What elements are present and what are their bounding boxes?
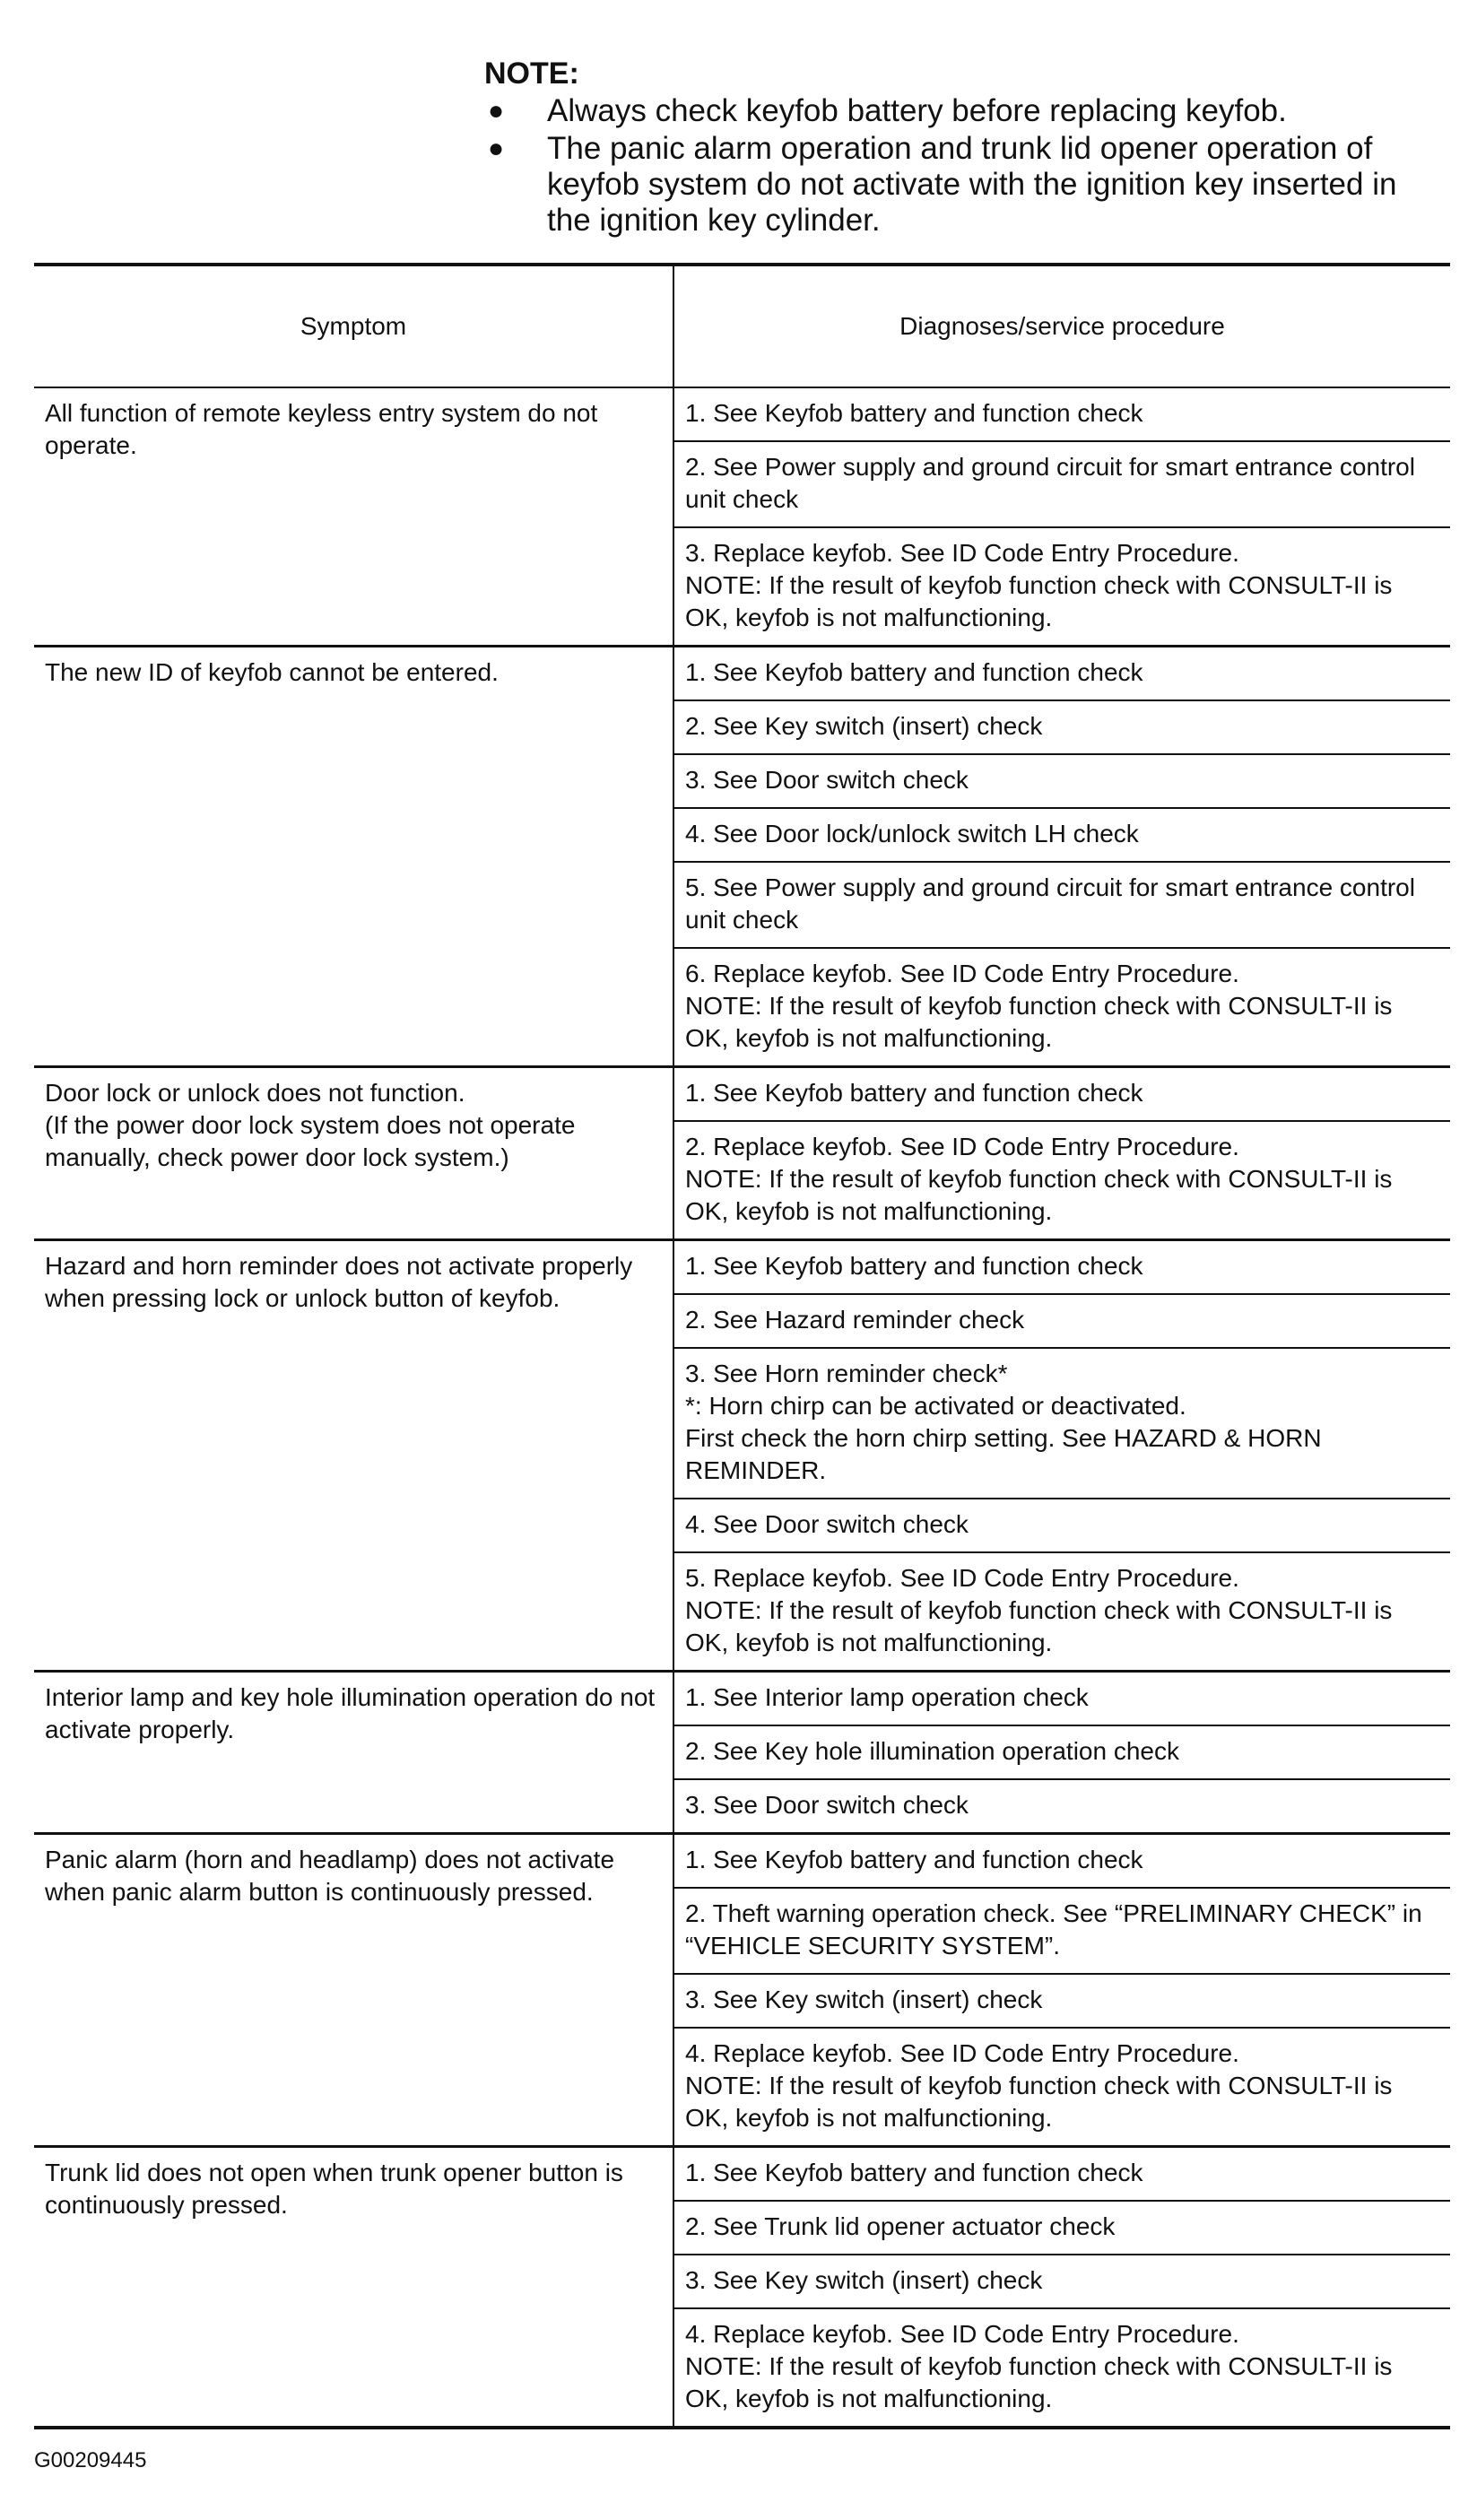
symptom-cell: Panic alarm (horn and headlamp) does not activate when panic alarm button is continuously pressed. bbox=[34, 1834, 673, 2147]
procedure-cell: 2. See Key switch (insert) check bbox=[673, 700, 1450, 754]
note-item bbox=[484, 131, 1448, 239]
procedure-cell: 2. Theft warning operation check. See “PRELIMINARY CHECK” in “VEHICLE SECURITY SYSTEM”. bbox=[673, 1888, 1450, 1974]
diagnosis-table bbox=[34, 263, 1450, 2429]
table-row bbox=[34, 1067, 1450, 1122]
symptom-cell: Door lock or unlock does not function. (If the power door lock system does not operate manually, check power door lock system.) bbox=[34, 1067, 673, 1240]
procedure-cell: 1. See Keyfob battery and function check bbox=[673, 647, 1450, 701]
procedure-cell: 3. See Horn reminder check* *: Horn chirp can be activated or deactivated. First check the horn chirp setting. See HAZARD & HORN REMINDER. bbox=[673, 1348, 1450, 1499]
procedure-cell: 1. See Keyfob battery and function check bbox=[673, 1834, 1450, 1889]
procedure-cell: 1. See Keyfob battery and function check bbox=[673, 2147, 1450, 2202]
procedure-cell: 1. See Keyfob battery and function check bbox=[673, 1240, 1450, 1295]
procedure-cell: 2. See Key hole illumination operation check bbox=[673, 1725, 1450, 1779]
procedure-cell: 1. See Keyfob battery and function check bbox=[673, 1067, 1450, 1122]
note-item-text: Always check keyfob battery before replacing keyfob. bbox=[547, 93, 1287, 128]
symptom-cell: Hazard and horn reminder does not activate properly when pressing lock or unlock button of keyfob. bbox=[34, 1240, 673, 1672]
bullet-icon: ● bbox=[488, 96, 505, 126]
figure-code: G00209445 bbox=[34, 2448, 147, 2472]
note-item bbox=[484, 93, 1448, 129]
procedure-cell: 2. Replace keyfob. See ID Code Entry Procedure. NOTE: If the result of keyfob function check with CONSULT-II is OK, keyfob is not malfunctioning. bbox=[673, 1121, 1450, 1240]
symptom-cell: Interior lamp and key hole illumination operation do not activate properly. bbox=[34, 1672, 673, 1834]
note-list bbox=[484, 93, 1448, 239]
symptom-cell: All function of remote keyless entry system do not operate. bbox=[34, 387, 673, 647]
symptom-cell: Trunk lid does not open when trunk opener button is continuously pressed. bbox=[34, 2147, 673, 2429]
symptom-header: Symptom bbox=[34, 265, 673, 387]
procedure-cell: 1. See Keyfob battery and function check bbox=[673, 387, 1450, 441]
procedure-cell: 2. See Trunk lid opener actuator check bbox=[673, 2201, 1450, 2255]
table-body bbox=[34, 387, 1450, 2428]
symptom-cell: The new ID of keyfob cannot be entered. bbox=[34, 647, 673, 1067]
procedure-cell: 3. See Key switch (insert) check bbox=[673, 1974, 1450, 2028]
procedure-cell: 5. Replace keyfob. See ID Code Entry Procedure. NOTE: If the result of keyfob function check with CONSULT-II is OK, keyfob is not malfunctioning. bbox=[673, 1552, 1450, 1672]
procedure-cell: 1. See Interior lamp operation check bbox=[673, 1672, 1450, 1726]
procedure-cell: 3. Replace keyfob. See ID Code Entry Procedure. NOTE: If the result of keyfob function check with CONSULT-II is OK, keyfob is not malfunctioning. bbox=[673, 527, 1450, 647]
procedure-cell: 3. See Door switch check bbox=[673, 1779, 1450, 1834]
procedure-header: Diagnoses/service procedure bbox=[673, 265, 1450, 387]
procedure-cell: 4. See Door lock/unlock switch LH check bbox=[673, 808, 1450, 862]
procedure-cell: 4. See Door switch check bbox=[673, 1499, 1450, 1552]
procedure-cell: 3. See Key switch (insert) check bbox=[673, 2255, 1450, 2308]
table-row bbox=[34, 387, 1450, 441]
table-row bbox=[34, 1240, 1450, 1295]
table-row bbox=[34, 647, 1450, 701]
procedure-cell: 5. See Power supply and ground circuit for smart entrance control unit check bbox=[673, 862, 1450, 948]
procedure-cell: 4. Replace keyfob. See ID Code Entry Procedure. NOTE: If the result of keyfob function check with CONSULT-II is OK, keyfob is not malfunctioning. bbox=[673, 2308, 1450, 2428]
procedure-cell: 4. Replace keyfob. See ID Code Entry Procedure. NOTE: If the result of keyfob function check with CONSULT-II is OK, keyfob is not malfunctioning. bbox=[673, 2028, 1450, 2147]
procedure-cell: 6. Replace keyfob. See ID Code Entry Procedure. NOTE: If the result of keyfob function check with CONSULT-II is OK, keyfob is not malfunctioning. bbox=[673, 948, 1450, 1067]
procedure-cell: 2. See Hazard reminder check bbox=[673, 1294, 1450, 1348]
table-row bbox=[34, 1834, 1450, 1889]
procedure-cell: 3. See Door switch check bbox=[673, 754, 1450, 808]
bullet-icon: ● bbox=[488, 134, 505, 163]
note-title: NOTE: bbox=[484, 56, 579, 91]
table-row bbox=[34, 1672, 1450, 1726]
note-item-text: The panic alarm operation and trunk lid opener operation of keyfob system do not activate with the ignition key inserted in the ignition key cylinder. bbox=[547, 131, 1397, 238]
table-row bbox=[34, 2147, 1450, 2202]
procedure-cell: 2. See Power supply and ground circuit for smart entrance control unit check bbox=[673, 441, 1450, 527]
note-block bbox=[484, 56, 1448, 240]
table-header-row bbox=[34, 265, 1450, 387]
